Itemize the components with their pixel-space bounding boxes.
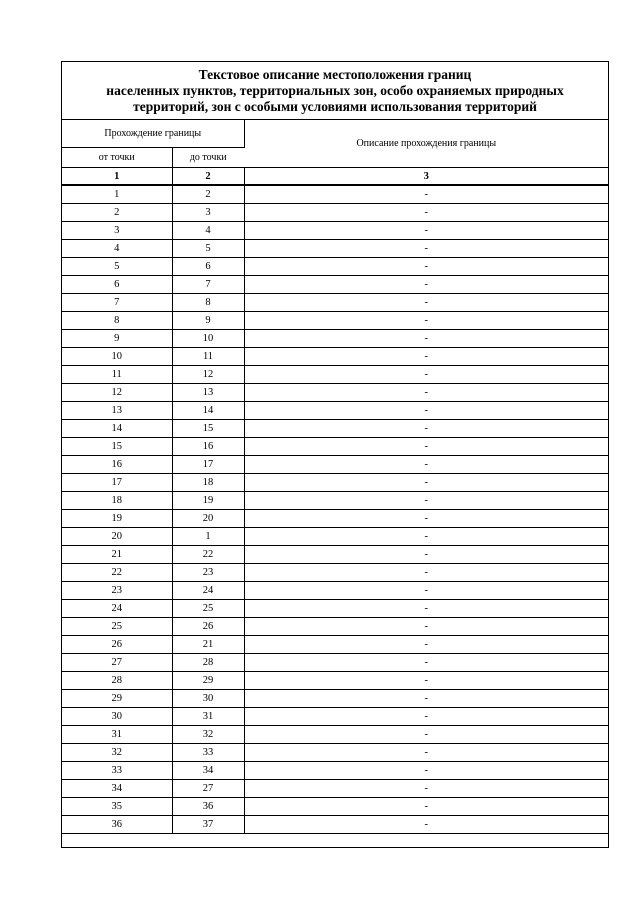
from-point-cell: 6 — [62, 276, 172, 294]
from-point-cell: 14 — [62, 420, 172, 438]
description-cell: - — [244, 204, 608, 222]
to-point-cell: 33 — [172, 744, 244, 762]
to-point-cell: 31 — [172, 708, 244, 726]
from-point-cell: 7 — [62, 294, 172, 312]
description-cell: - — [244, 384, 608, 402]
to-point-cell: 32 — [172, 726, 244, 744]
to-point-cell: 34 — [172, 762, 244, 780]
from-point-cell: 2 — [62, 204, 172, 222]
to-point-header: до точки — [172, 148, 244, 168]
description-cell: - — [244, 636, 608, 654]
description-cell: - — [244, 312, 608, 330]
description-cell: - — [244, 420, 608, 438]
table-row — [62, 222, 608, 240]
from-point-cell: 24 — [62, 600, 172, 618]
description-cell: - — [244, 456, 608, 474]
column-numbers-row — [62, 168, 608, 186]
table-row — [62, 474, 608, 492]
description-cell: - — [244, 366, 608, 384]
description-cell: - — [244, 582, 608, 600]
from-point-cell: 21 — [62, 546, 172, 564]
document-title — [62, 62, 608, 120]
description-cell: - — [244, 564, 608, 582]
from-point-cell: 29 — [62, 690, 172, 708]
table-row — [62, 438, 608, 456]
table-row — [62, 762, 608, 780]
from-point-cell: 27 — [62, 654, 172, 672]
from-point-cell: 15 — [62, 438, 172, 456]
title-line: Текстовое описание местоположения границ — [198, 66, 472, 82]
table-row — [62, 582, 608, 600]
from-point-cell: 30 — [62, 708, 172, 726]
column-number: 3 — [244, 168, 608, 186]
to-point-cell: 9 — [172, 312, 244, 330]
header-row — [62, 120, 608, 148]
to-point-cell: 8 — [172, 294, 244, 312]
description-cell: - — [244, 816, 608, 834]
description-cell: - — [244, 510, 608, 528]
from-point-header: от точки — [62, 148, 172, 168]
from-point-cell: 13 — [62, 402, 172, 420]
table-row — [62, 492, 608, 510]
table-row — [62, 348, 608, 366]
table-row — [62, 708, 608, 726]
description-header: Описание прохождения границы — [244, 120, 608, 168]
description-cell: - — [244, 618, 608, 636]
table-row — [62, 312, 608, 330]
title-line: территорий, зон с особыми условиями использования территорий — [133, 98, 537, 114]
from-point-cell: 25 — [62, 618, 172, 636]
to-point-cell: 23 — [172, 564, 244, 582]
to-point-cell: 21 — [172, 636, 244, 654]
table-row — [62, 600, 608, 618]
from-point-cell: 31 — [62, 726, 172, 744]
from-point-cell: 26 — [62, 636, 172, 654]
from-point-cell: 17 — [62, 474, 172, 492]
boundary-table — [62, 120, 608, 834]
to-point-cell: 5 — [172, 240, 244, 258]
title-line: населенных пунктов, территориальных зон, особо охраняемых природных — [106, 82, 564, 98]
table-row — [62, 780, 608, 798]
to-point-cell: 4 — [172, 222, 244, 240]
description-cell: - — [244, 780, 608, 798]
column-number: 2 — [172, 168, 244, 186]
from-point-cell: 23 — [62, 582, 172, 600]
to-point-cell: 12 — [172, 366, 244, 384]
table-row — [62, 744, 608, 762]
from-point-cell: 20 — [62, 528, 172, 546]
to-point-cell: 6 — [172, 258, 244, 276]
description-cell: - — [244, 185, 608, 204]
description-cell: - — [244, 222, 608, 240]
to-point-cell: 25 — [172, 600, 244, 618]
description-cell: - — [244, 726, 608, 744]
to-point-cell: 14 — [172, 402, 244, 420]
from-point-cell: 36 — [62, 816, 172, 834]
description-cell: - — [244, 474, 608, 492]
description-cell: - — [244, 546, 608, 564]
to-point-cell: 36 — [172, 798, 244, 816]
table-row — [62, 185, 608, 204]
description-cell: - — [244, 654, 608, 672]
table-row — [62, 528, 608, 546]
table-row — [62, 276, 608, 294]
to-point-cell: 22 — [172, 546, 244, 564]
from-point-cell: 33 — [62, 762, 172, 780]
to-point-cell: 2 — [172, 185, 244, 204]
table-row — [62, 366, 608, 384]
table-row — [62, 204, 608, 222]
from-point-cell: 32 — [62, 744, 172, 762]
to-point-cell: 26 — [172, 618, 244, 636]
to-point-cell: 20 — [172, 510, 244, 528]
description-cell: - — [244, 438, 608, 456]
table-row — [62, 402, 608, 420]
from-point-cell: 22 — [62, 564, 172, 582]
to-point-cell: 10 — [172, 330, 244, 348]
table-row — [62, 798, 608, 816]
description-cell: - — [244, 348, 608, 366]
description-cell: - — [244, 330, 608, 348]
description-cell: - — [244, 690, 608, 708]
from-point-cell: 11 — [62, 366, 172, 384]
to-point-cell: 30 — [172, 690, 244, 708]
description-cell: - — [244, 276, 608, 294]
description-cell: - — [244, 240, 608, 258]
description-cell: - — [244, 798, 608, 816]
to-point-cell: 18 — [172, 474, 244, 492]
table-row — [62, 294, 608, 312]
document-sheet — [61, 61, 609, 848]
table-row — [62, 510, 608, 528]
from-point-cell: 9 — [62, 330, 172, 348]
table-row — [62, 618, 608, 636]
table-row — [62, 726, 608, 744]
table-row — [62, 564, 608, 582]
description-cell: - — [244, 708, 608, 726]
to-point-cell: 15 — [172, 420, 244, 438]
from-point-cell: 34 — [62, 780, 172, 798]
to-point-cell: 1 — [172, 528, 244, 546]
to-point-cell: 19 — [172, 492, 244, 510]
to-point-cell: 7 — [172, 276, 244, 294]
from-point-cell: 28 — [62, 672, 172, 690]
description-cell: - — [244, 744, 608, 762]
table-row — [62, 546, 608, 564]
to-point-cell: 37 — [172, 816, 244, 834]
description-cell: - — [244, 762, 608, 780]
table-row — [62, 654, 608, 672]
table-row — [62, 258, 608, 276]
table-row — [62, 690, 608, 708]
table-row — [62, 420, 608, 438]
to-point-cell: 16 — [172, 438, 244, 456]
to-point-cell: 13 — [172, 384, 244, 402]
to-point-cell: 11 — [172, 348, 244, 366]
description-cell: - — [244, 672, 608, 690]
from-point-cell: 19 — [62, 510, 172, 528]
description-cell: - — [244, 600, 608, 618]
from-point-cell: 8 — [62, 312, 172, 330]
description-cell: - — [244, 528, 608, 546]
from-point-cell: 1 — [62, 185, 172, 204]
to-point-cell: 24 — [172, 582, 244, 600]
from-point-cell: 18 — [62, 492, 172, 510]
table-row — [62, 816, 608, 834]
from-point-cell: 12 — [62, 384, 172, 402]
to-point-cell: 27 — [172, 780, 244, 798]
from-point-cell: 4 — [62, 240, 172, 258]
table-row — [62, 240, 608, 258]
description-cell: - — [244, 294, 608, 312]
to-point-cell: 28 — [172, 654, 244, 672]
table-row — [62, 384, 608, 402]
table-row — [62, 456, 608, 474]
passage-header: Прохождение границы — [62, 120, 244, 148]
description-cell: - — [244, 258, 608, 276]
from-point-cell: 3 — [62, 222, 172, 240]
from-point-cell: 10 — [62, 348, 172, 366]
description-cell: - — [244, 492, 608, 510]
to-point-cell: 3 — [172, 204, 244, 222]
to-point-cell: 29 — [172, 672, 244, 690]
from-point-cell: 35 — [62, 798, 172, 816]
table-row — [62, 636, 608, 654]
from-point-cell: 16 — [62, 456, 172, 474]
table-row — [62, 330, 608, 348]
column-number: 1 — [62, 168, 172, 186]
description-cell: - — [244, 402, 608, 420]
to-point-cell: 17 — [172, 456, 244, 474]
from-point-cell: 5 — [62, 258, 172, 276]
table-row — [62, 672, 608, 690]
